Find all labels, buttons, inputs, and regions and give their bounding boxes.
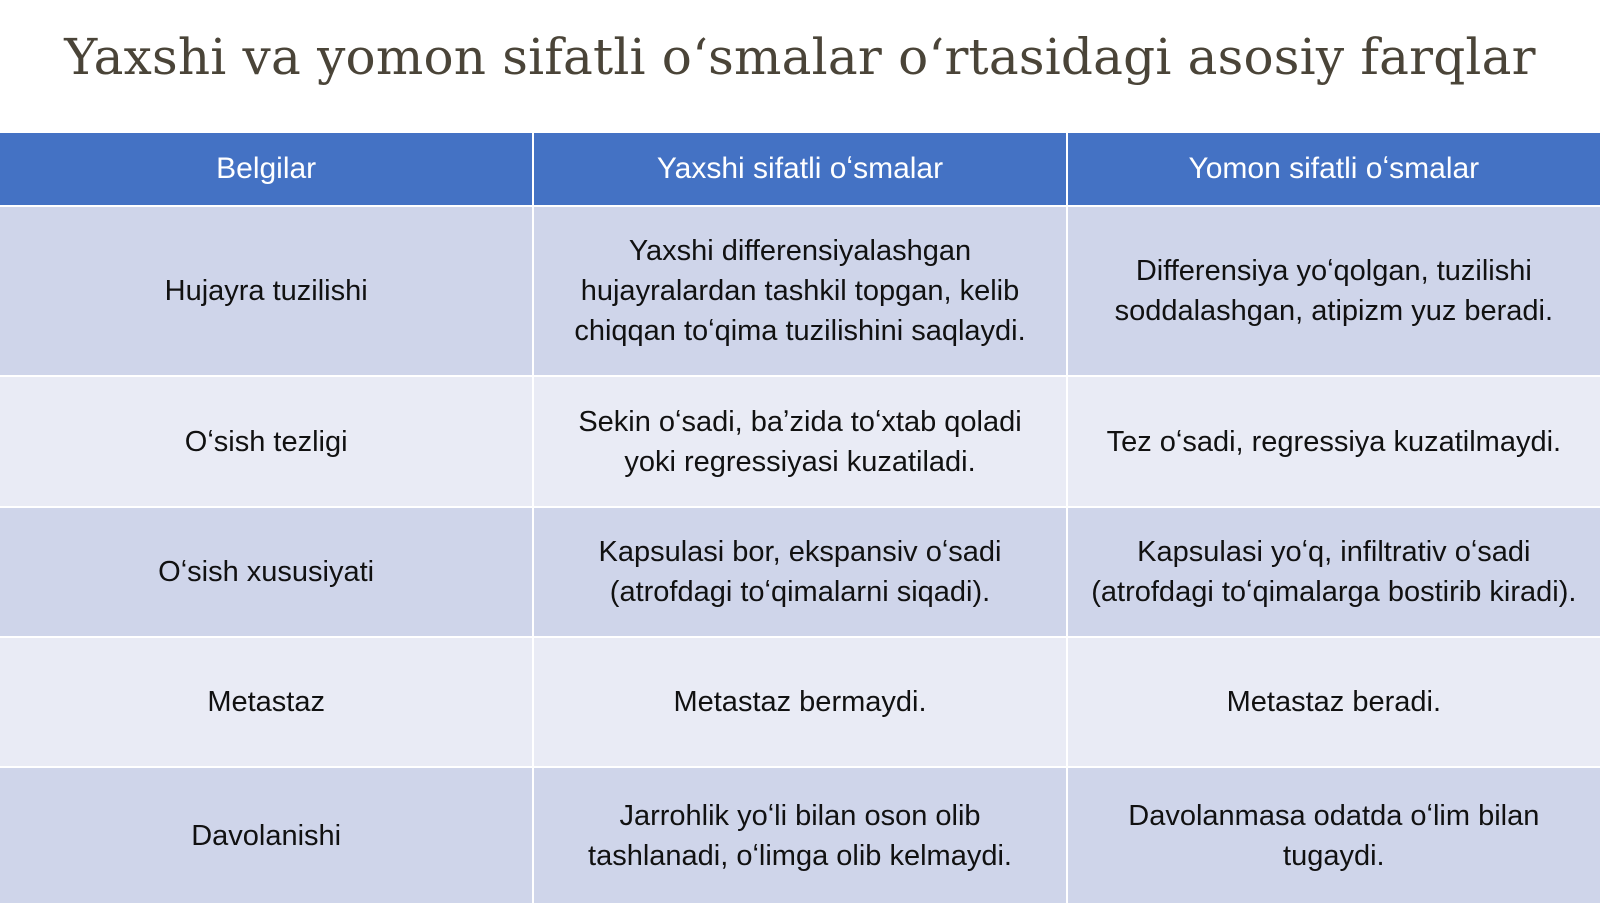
feature-cell: Davolanishi [0, 767, 533, 903]
table-row [0, 767, 1600, 903]
benign-cell: Kapsulasi bor, ekspansiv oʻsadi (atrofdagi toʻqimalarni siqadi). [533, 507, 1066, 637]
table-header-row [0, 133, 1600, 206]
malignant-cell: Metastaz beradi. [1067, 637, 1600, 767]
header-benign: Yaxshi sifatli oʻsmalar [533, 133, 1066, 206]
feature-cell: Oʻsish tezligi [0, 376, 533, 507]
feature-cell: Hujayra tuzilishi [0, 206, 533, 376]
comparison-table [0, 133, 1600, 903]
malignant-cell: Kapsulasi yoʻq, infiltrativ oʻsadi (atrofdagi toʻqimalarga bostirib kiradi). [1067, 507, 1600, 637]
benign-cell: Metastaz bermaydi. [533, 637, 1066, 767]
benign-cell: Yaxshi differensiyalashgan hujayralardan tashkil topgan, kelib chiqqan toʻqima tuzilishini saqlaydi. [533, 206, 1066, 376]
malignant-cell: Tez oʻsadi, regressiya kuzatilmaydi. [1067, 376, 1600, 507]
benign-cell: Sekin oʻsadi, baʼzida toʻxtab qoladi yoki regressiyasi kuzatiladi. [533, 376, 1066, 507]
table-row [0, 507, 1600, 637]
slide-title: Yaxshi va yomon sifatli oʻsmalar oʻrtasidagi asosiy farqlar [64, 28, 1536, 86]
table-row [0, 637, 1600, 767]
header-malignant: Yomon sifatli oʻsmalar [1067, 133, 1600, 206]
table-row [0, 376, 1600, 507]
feature-cell: Oʻsish xususiyati [0, 507, 533, 637]
header-features: Belgilar [0, 133, 533, 206]
benign-cell: Jarrohlik yoʻli bilan oson olib tashlanadi, oʻlimga olib kelmaydi. [533, 767, 1066, 903]
malignant-cell: Differensiya yoʻqolgan, tuzilishi soddalashgan, atipizm yuz beradi. [1067, 206, 1600, 376]
malignant-cell: Davolanmasa odatda oʻlim bilan tugaydi. [1067, 767, 1600, 903]
table-row [0, 206, 1600, 376]
feature-cell: Metastaz [0, 637, 533, 767]
